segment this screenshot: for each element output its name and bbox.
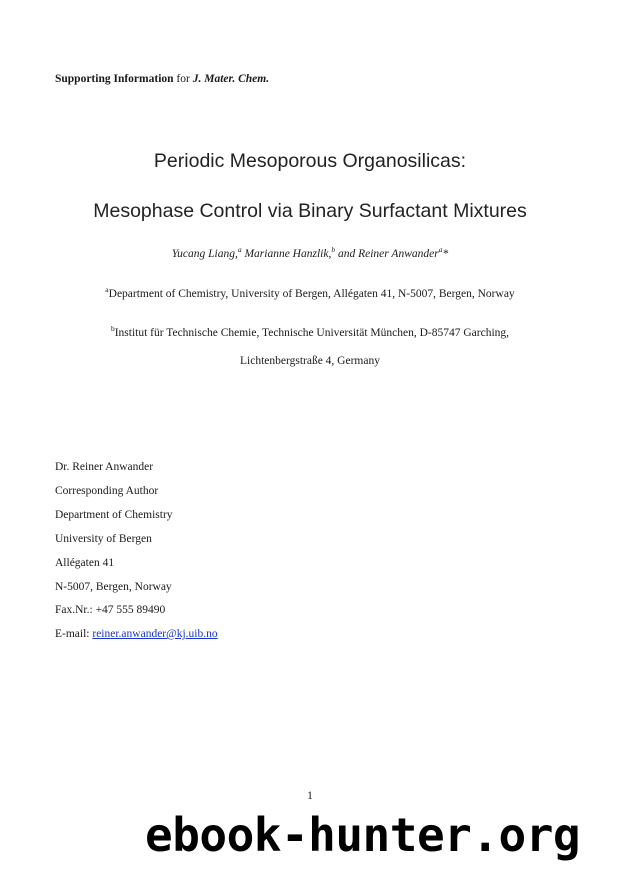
author-2: Marianne Hanzlik, — [244, 248, 332, 260]
affiliation-b-line-1: Institut für Technische Chemie, Technische Universität München, D-85747 Garching, — [114, 327, 510, 339]
supporting-info-header — [55, 73, 269, 85]
page-number: 1 — [307, 790, 313, 802]
author-list — [0, 245, 620, 260]
contact-city: N-5007, Bergen, Norway — [55, 581, 172, 593]
title-line-2: Mesophase Control via Binary Surfactant Mixtures — [93, 200, 527, 222]
corresponding-mark: * — [442, 248, 449, 260]
author-3: and Reiner Anwander — [337, 248, 439, 260]
author-3-affil: a — [438, 245, 443, 254]
author-1-affil: a — [237, 245, 242, 254]
contact-name: Dr. Reiner Anwander — [55, 461, 154, 473]
header-label: Supporting Information — [55, 73, 174, 85]
contact-street: Allégaten 41 — [55, 557, 115, 569]
affiliation-a-text: Department of Chemistry, University of Bergen, Allégaten 41, N-5007, Bergen, Norway — [108, 288, 515, 300]
title-line-1: Periodic Mesoporous Organosilicas: — [153, 150, 467, 172]
author-1: Yucang Liang, — [171, 248, 238, 260]
email-label: E-mail: — [55, 628, 90, 640]
affiliation-a — [0, 285, 620, 300]
affiliation-a-mark: a — [105, 285, 109, 294]
contact-department: Department of Chemistry — [55, 509, 173, 521]
affiliation-b-line-2: Lichtenbergstraße 4, Germany — [240, 355, 380, 367]
contact-fax: Fax.Nr.: +47 555 89490 — [55, 604, 166, 616]
email-link[interactable]: reiner.anwander@kj.uib.no — [92, 628, 218, 640]
journal-name: J. Mater. Chem. — [192, 73, 270, 85]
header-for: for — [176, 73, 190, 85]
affiliation-b — [0, 324, 620, 339]
watermark: ebook-hunter.org — [145, 808, 581, 862]
contact-role: Corresponding Author — [55, 485, 159, 497]
contact-email-row — [55, 628, 218, 640]
author-2-affil: b — [331, 245, 336, 254]
contact-university: University of Bergen — [55, 533, 152, 545]
affiliation-b-mark: b — [110, 324, 115, 333]
